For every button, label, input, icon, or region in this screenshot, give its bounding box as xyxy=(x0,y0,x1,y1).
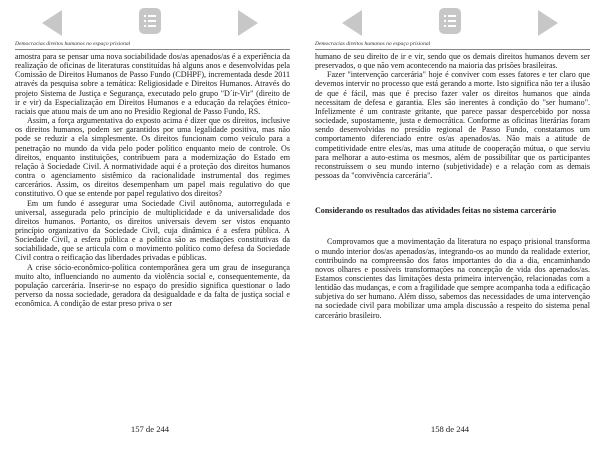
next-page-icon[interactable] xyxy=(538,10,558,36)
paragraph: A crise sócio-econômico-política contemporânea gera um grau de insegurança muito alto, influenciando no aumento da violência social e, consequentemente, da população carcerária. Inserir-se no espaço do presídio significa questionar o lado perverso da nossa sociedade, geradora da desigualdade e da falta de justiça social e econômica. A condição de estar preso priva o ser xyxy=(15,262,290,309)
right-page xyxy=(300,0,600,450)
paragraph: Assim, a força argumentativa do exposto acima é dizer que os direitos, inclusive os direitos humanos, podem ser garantidos por uma legalidade positiva, mas não pode se reduzir a ela simplesmente. Os direitos funcionam como veículo para a penetração no mundo da vida pelo poder político enquanto meio de controle. Os direitos, enquanto instituições, contribuem para a modernização do Estado em relação à Sociedade Civil. A normatividade aqui é a proteção dos direitos humanos contra o agenciamento sistêmico da racionalidade instrumental dos regimes carcerários. Assim, os direitos desempenham um papel mais regulativo do que constitutivo. O que se entende por papel regulativo dos direitos? xyxy=(15,116,290,199)
paragraph: Fazer "intervenção carcerária" hoje é conviver com esses fatores e ter claro que devemos intervir no processo que está gerando a morte. Isto significa não ter a ilusão de que é fácil, mas que é preciso fazer valer os direitos humanos que ainda necessitam de defesa e garantia. Eles são inerentes à condição do "ser humano". Infelizmente é um contraste gritante, que parece passar despercebido por nossa sociedade, supostamente, justa e democrática. Conforme as oficinas literárias foram sendo desenvolvidas no presídio regional de Passo Fundo, constatamos um comportamento diferenciado entre os/as apenados/as. Não mais a atitude de competitividade entre eles/as, mas uma atitude de cooperação mútua, o que serviu para melhorar a auto-estima os mesmos, além de possibilitar que os participantes reconstruíssem o seu mundo interno (subjetividade) e a relação com as demais pessoas da "convivência carcerária". xyxy=(315,70,590,181)
page-body xyxy=(15,52,290,308)
paragraph: humano de seu direito de ir e vir, sendo que os demais direitos humanos devem ser preservados, o que não vem acontecendo na maioria das prisões brasileiras. xyxy=(315,52,590,71)
running-head: Democracias direitos humanos no espaço prisional xyxy=(15,41,290,50)
next-page-icon[interactable] xyxy=(238,10,258,36)
page-number: 157 de 244 xyxy=(130,424,170,434)
paragraph: Em um fundo é assegurar uma Sociedade Civil autônoma, autorregulada e universal, assegurada pelo princípio de multiplicidade e da universalidade dos direitos humanos. Portanto, os direitos universais devem ser vistos enquanto princípio organizativo da Sociedade Civil, cuja dinâmica é a esfera pública. A Sociedade Civil, a esfera pública e a política são as mediações constitutivas da sociabilidade, que se articula com o movimento político como defesa da Sociedade Civil contra o reificação das liberdades privadas e públicas. xyxy=(15,198,290,263)
section-heading: Considerando os resultados das atividades feitas no sistema carcerário xyxy=(315,206,557,216)
page-body xyxy=(315,52,590,320)
left-toolbar xyxy=(0,8,300,38)
paragraph: amostra para se pensar uma nova sociabilidade dos/as apenados/as é a experiência da realização de oficinas de literaturas constituídas há alguns anos e desenvolvidas pela Comissão de Direitos Humanos de Passo Fundo (CDHPF), incrementada desde 2011 através da pesquisa sobre a temática: Religiosidade e Direitos Humanos. Através do projeto Sistema de Justiça e Segurança, executado pelo grupo "D´ir-Vir" (direito de ir e vir) da Especialização em Direitos Humanos e a educação da relações étnico-raciais que atuou mais de um ano no Presídio Regional de Passo Fundo, RS. xyxy=(15,52,290,116)
right-toolbar xyxy=(300,8,600,38)
table-of-contents-icon[interactable] xyxy=(439,8,461,34)
running-head: Democracias direitos humanos no espaço prisional xyxy=(315,41,590,50)
paragraph: Comprovamos que a movimentação da literatura no espaço prisional transforma o mundo interior dos/as apenados/as, integrando-os ao mundo da realidade exterior, contribuindo na compreensão dos fatos importantes do dia a dia, encaminhando novos olhares e possíveis transformações na concepção de vida dos apenados/as. Estamos conscientes das limitações desta primeira intervenção, relacionadas com a lentidão das mudanças, e com a fragilidade que sempre acompanha toda a edificação subjetiva do ser humano. Além disso, sabemos das necessidades de uma intervenção na sociedade civil para mobilizar uma ampla discussão a respeito do sistema penal carcerário brasileiro. xyxy=(315,237,590,320)
table-of-contents-icon[interactable] xyxy=(139,8,161,34)
previous-page-icon[interactable] xyxy=(42,10,62,36)
previous-page-icon[interactable] xyxy=(342,10,362,36)
page-number: 158 de 244 xyxy=(430,424,470,434)
